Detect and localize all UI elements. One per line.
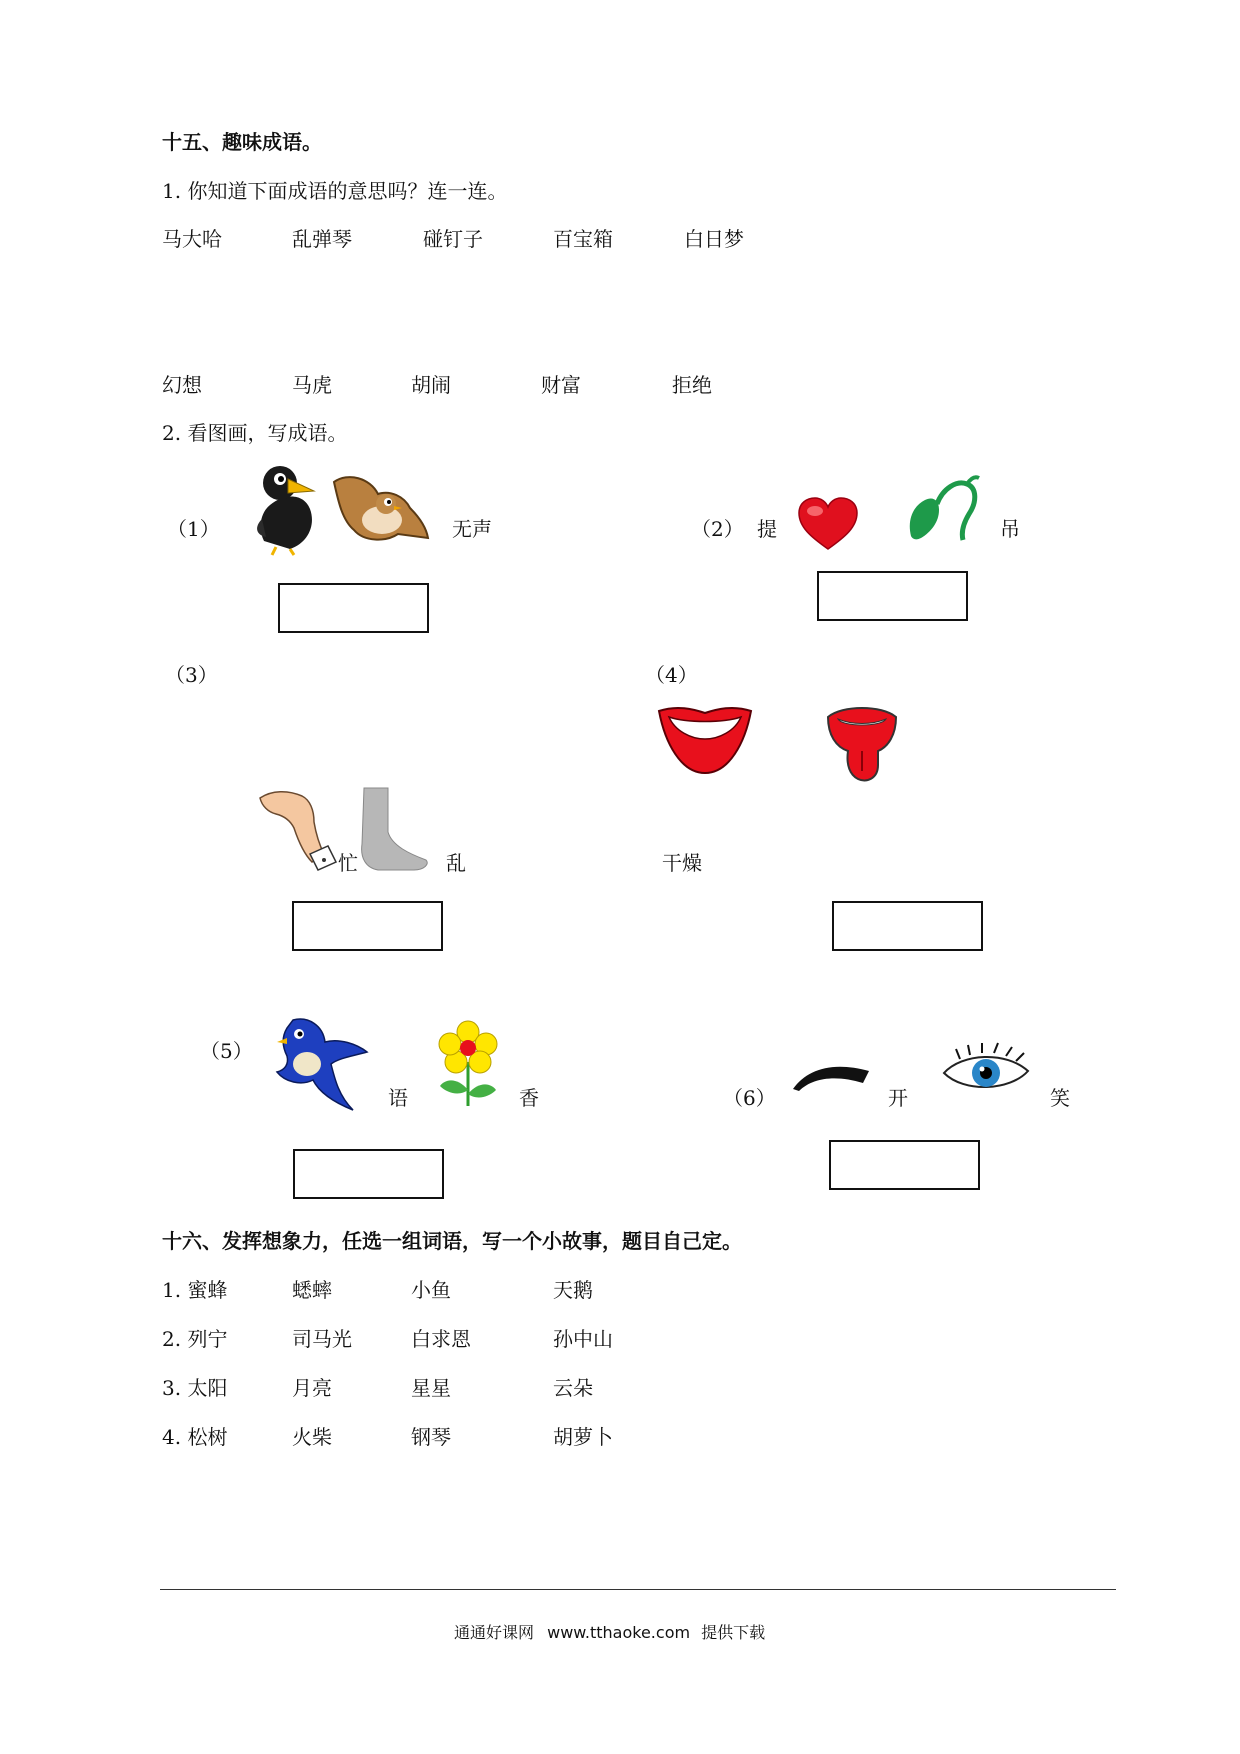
- group-word: 4. 松树: [162, 1425, 228, 1449]
- group-word: 云朵: [553, 1376, 593, 1400]
- meaning-word: 财富: [541, 373, 581, 397]
- meaning-word: 马虎: [292, 373, 332, 397]
- group-word: 1. 蜜蜂: [162, 1278, 228, 1302]
- idiom-word: 乱弹琴: [292, 227, 352, 251]
- section-15-title: 十五、趣味成语。: [162, 130, 322, 154]
- answer-box-5[interactable]: [293, 1149, 444, 1199]
- group-word: 白求恩: [411, 1327, 471, 1351]
- item-4-number: （4）: [645, 663, 698, 687]
- item-3-text-1: 忙: [338, 851, 358, 875]
- group-word: 蟋蟀: [292, 1278, 332, 1302]
- item-3-number: （3）: [165, 663, 218, 687]
- item-5-text-1: 语: [388, 1086, 408, 1110]
- flower-icon: [438, 1020, 500, 1106]
- eyebrow-icon: [793, 1061, 869, 1091]
- meaning-word: 胡闹: [411, 373, 451, 397]
- item-4-text-1: 干燥: [662, 851, 702, 875]
- answer-box-2[interactable]: [817, 571, 968, 621]
- group-word: 火柴: [292, 1425, 332, 1449]
- swallow-icon: [273, 1016, 369, 1110]
- footer: [454, 1620, 765, 1643]
- group-word: 月亮: [292, 1376, 332, 1400]
- foot-icon: [358, 788, 432, 870]
- tongue-icon: [826, 705, 898, 783]
- group-word: 小鱼: [411, 1278, 451, 1302]
- item-2-text-2: 吊: [1000, 517, 1020, 541]
- item-2-text-1: 提: [757, 517, 777, 541]
- item-3-text-2: 乱: [446, 851, 466, 875]
- group-word: 钢琴: [411, 1425, 451, 1449]
- group-word: 胡萝卜: [553, 1425, 613, 1449]
- hand-icon: [258, 788, 338, 870]
- crow-icon: [250, 463, 326, 553]
- idiom-word: 白日梦: [684, 227, 744, 251]
- answer-box-4[interactable]: [832, 901, 983, 951]
- gallbladder-icon: [903, 474, 983, 546]
- sparrow-icon: [328, 468, 432, 544]
- group-word: 孙中山: [553, 1327, 613, 1351]
- idiom-word: 马大哈: [162, 227, 222, 251]
- group-word: 星星: [411, 1376, 451, 1400]
- item-6-text-1: 开: [888, 1086, 908, 1110]
- lips-icon: [657, 703, 753, 775]
- eye-icon: [940, 1043, 1032, 1097]
- item-2-number: （2）: [691, 517, 744, 541]
- answer-box-1[interactable]: [278, 583, 429, 633]
- meaning-word: 拒绝: [672, 373, 712, 397]
- footer-brand: 通通好课网: [454, 1623, 535, 1642]
- footer-suffix: 提供下载: [701, 1623, 766, 1642]
- meaning-word: 幻想: [162, 373, 202, 397]
- footer-divider: [160, 1589, 1116, 1590]
- q2-prompt: 2. 看图画，写成语。: [162, 421, 348, 445]
- group-word: 3. 太阳: [162, 1376, 228, 1400]
- footer-url[interactable]: www.tthaoke.com: [547, 1623, 691, 1642]
- answer-box-3[interactable]: [292, 901, 443, 951]
- q1-prompt: 1. 你知道下面成语的意思吗？连一连。: [162, 179, 508, 203]
- group-word: 司马光: [292, 1327, 352, 1351]
- item-6-number: （6）: [723, 1086, 776, 1110]
- group-word: 2. 列宁: [162, 1327, 228, 1351]
- item-5-number: （5）: [200, 1039, 253, 1063]
- heart-icon: [797, 497, 859, 551]
- section-16-title: 十六、发挥想象力，任选一组词语，写一个小故事，题目自己定。: [162, 1229, 742, 1253]
- item-6-text-2: 笑: [1050, 1086, 1070, 1110]
- idiom-word: 百宝箱: [553, 227, 613, 251]
- item-1-text: 无声: [452, 517, 492, 541]
- item-1-number: （1）: [167, 517, 220, 541]
- answer-box-6[interactable]: [829, 1140, 980, 1190]
- idiom-word: 碰钉子: [423, 227, 483, 251]
- group-word: 天鹅: [553, 1278, 593, 1302]
- item-5-text-2: 香: [519, 1086, 539, 1110]
